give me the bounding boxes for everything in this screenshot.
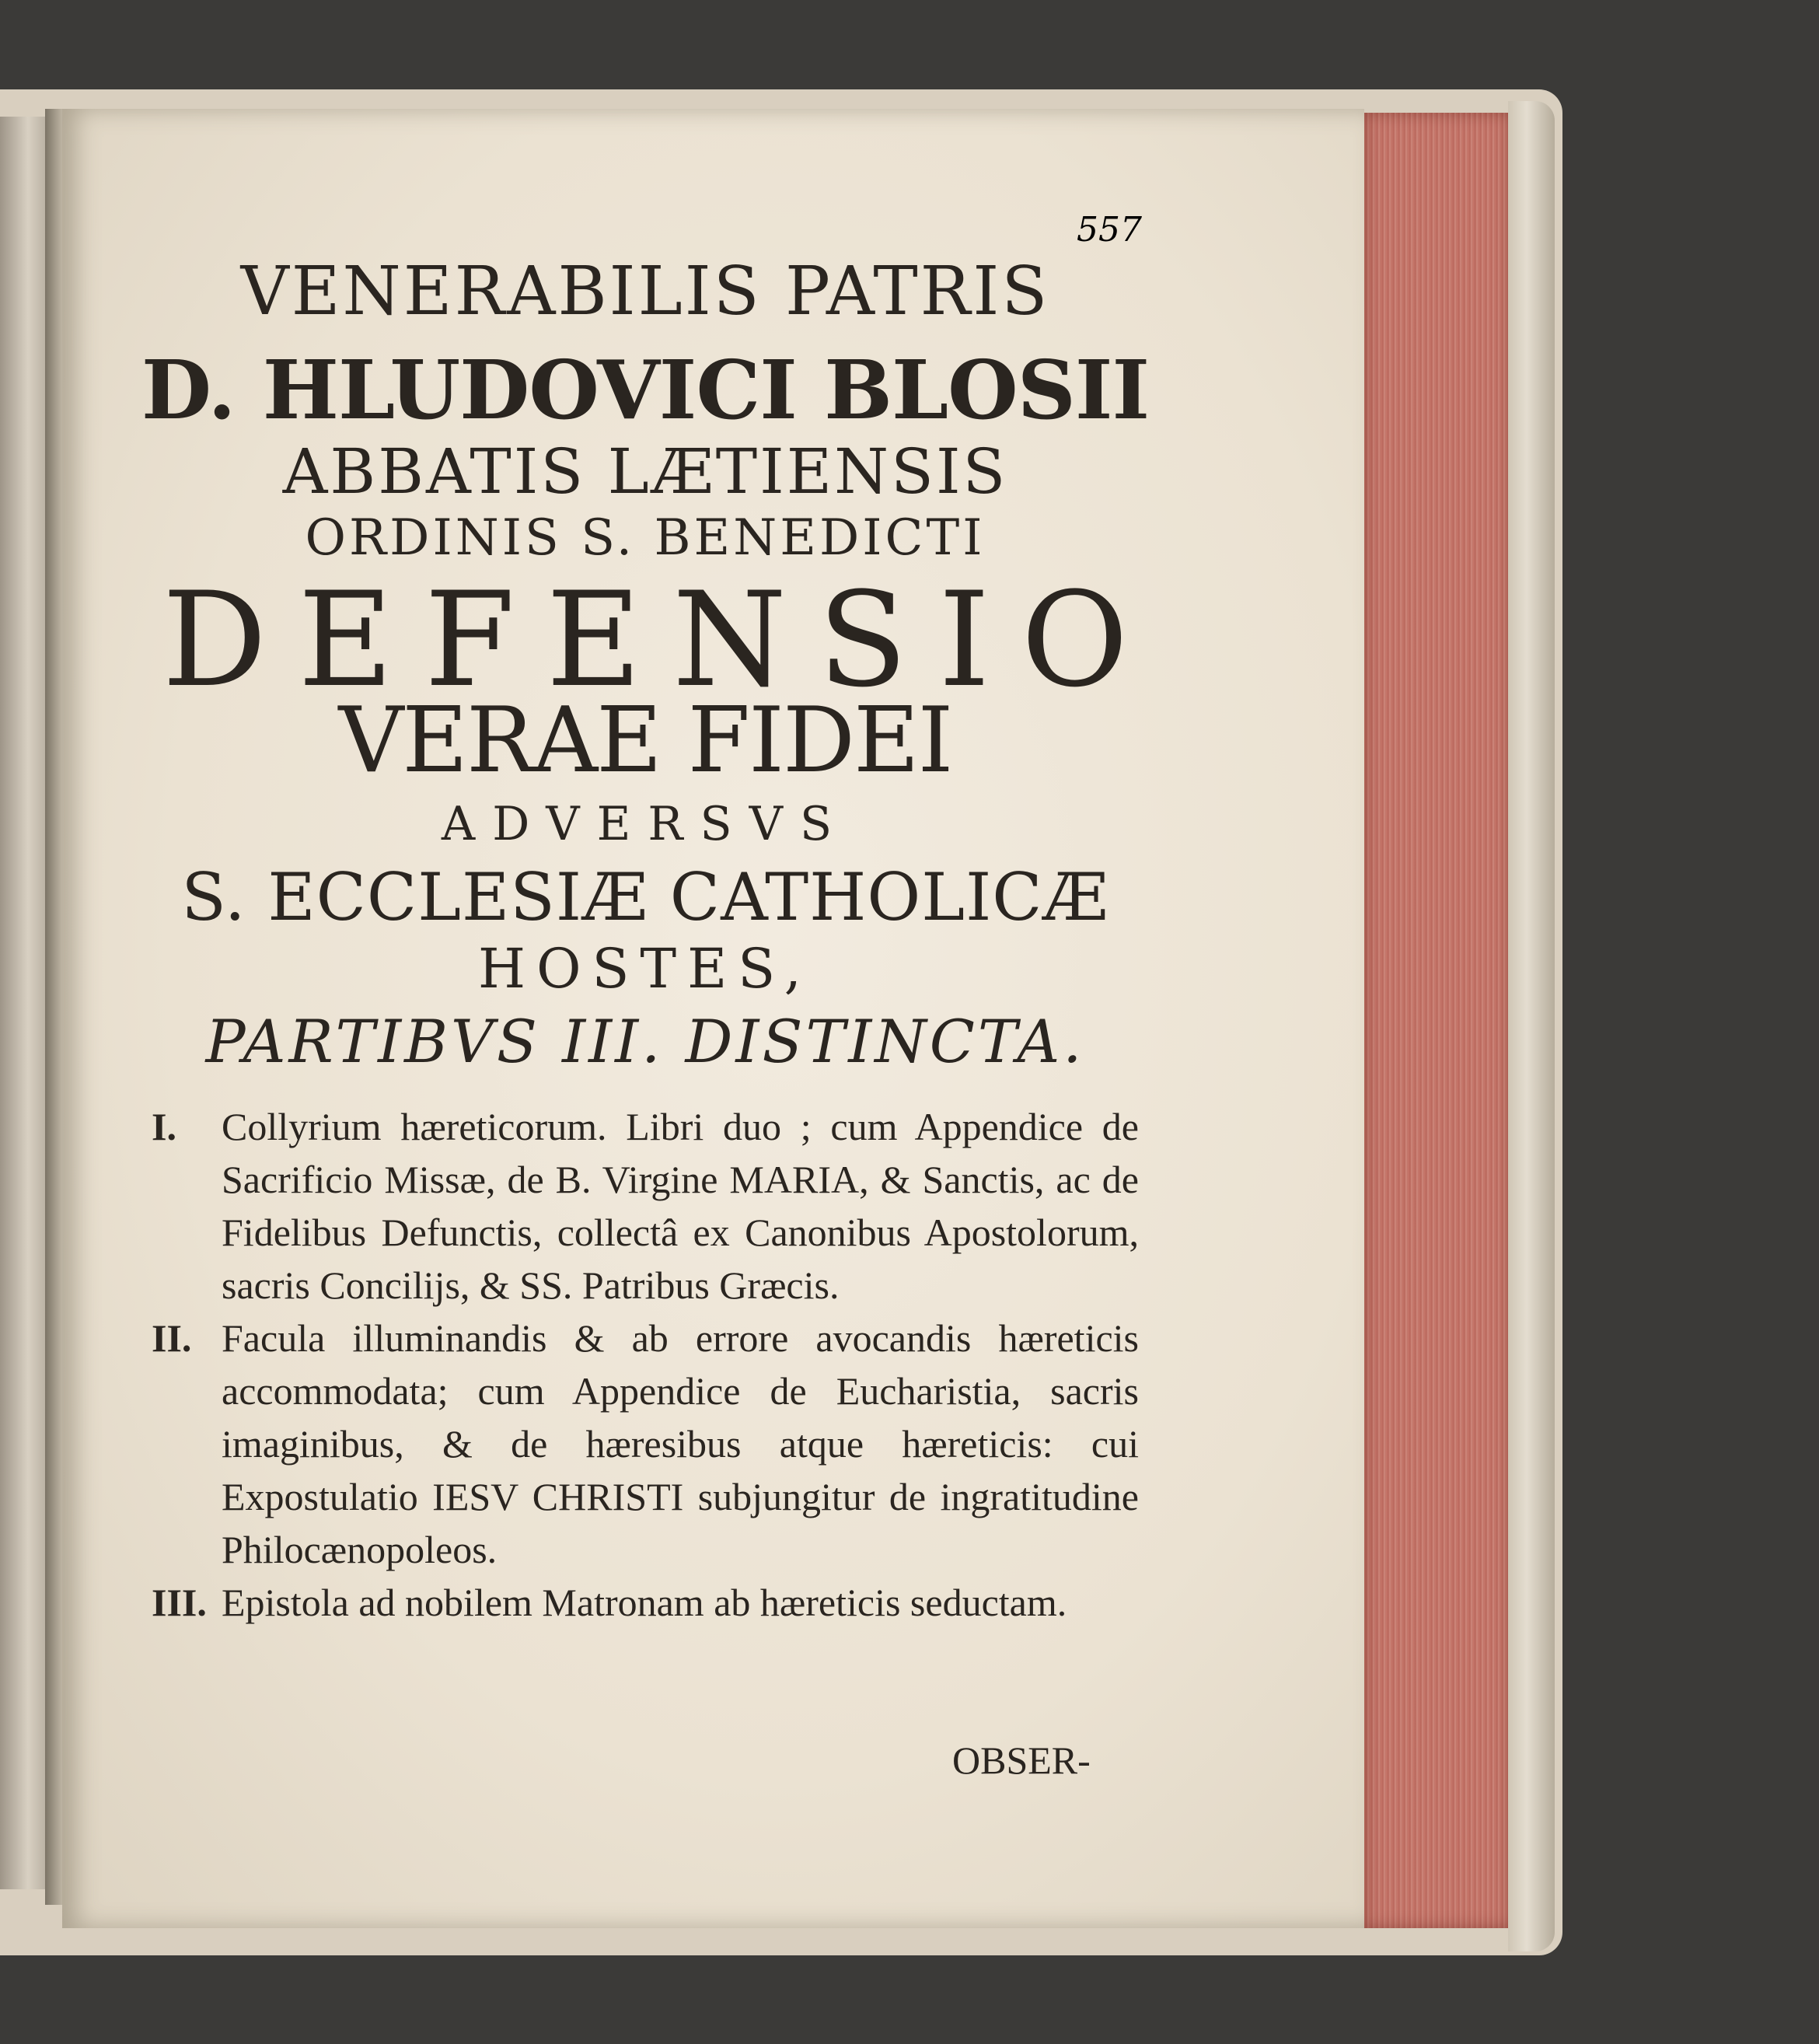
page-number: 557 (1077, 210, 1142, 250)
item-text: Facula illuminandis & ab errore avocandis hæreticis accommodata; cum Appendice de Eucharistia, sacris imaginibus, & de hæresibus atque hæreticis: cui Expostulatio IESV CHRISTI subjungitur de ingratitudine Philocænopoleos. (222, 1316, 1139, 1571)
list-item (152, 1576, 1139, 1629)
title-line-partibus: PARTIBVS III. DISTINCTA. (205, 1007, 1085, 1076)
red-fore-edge (1364, 113, 1512, 1928)
title-line-defensio: DEFENSIO (162, 564, 1160, 716)
item-number: II. (152, 1316, 192, 1360)
item-text: Epistola ad nobilem Matronam ab hæreticis seductam. (222, 1581, 1067, 1624)
board-edge (1508, 101, 1555, 1951)
list-item (152, 1312, 1139, 1576)
title-line-abbot: ABBATIS LÆTIENSIS (282, 435, 1008, 508)
catchword: OBSER- (952, 1738, 1091, 1782)
left-page-edge (0, 117, 47, 1889)
title-line-ecclesiae: S. ECCLESIÆ CATHOLICÆ (181, 859, 1109, 935)
item-number: III. (152, 1581, 207, 1624)
title-line-author-name: D. HLUDOVICI BLOSII (141, 342, 1150, 438)
list-item (152, 1100, 1139, 1312)
title-line-order: ORDINIS S. BENEDICTI (305, 509, 986, 567)
title-line-adversus: ADVERSVS (441, 797, 850, 851)
title-line-author-honorific: VENERABILIS PATRIS (240, 253, 1050, 330)
contents-list (152, 1100, 1139, 1629)
item-number: I. (152, 1105, 176, 1148)
item-text: Collyrium hæreticorum. Libri duo ; cum Appendice de Sacrificio Missæ, de B. Virgine MARIA, & Sanctis, ac de Fidelibus Defunctis, collectâ ex Canonibus Apostolorum, sacris Concilijs, & SS. Patribus Græcis. (222, 1105, 1139, 1307)
title-line-verae-fidei: VERAE FIDEI (338, 688, 952, 793)
title-line-hostes: HOSTES, (478, 937, 812, 1001)
